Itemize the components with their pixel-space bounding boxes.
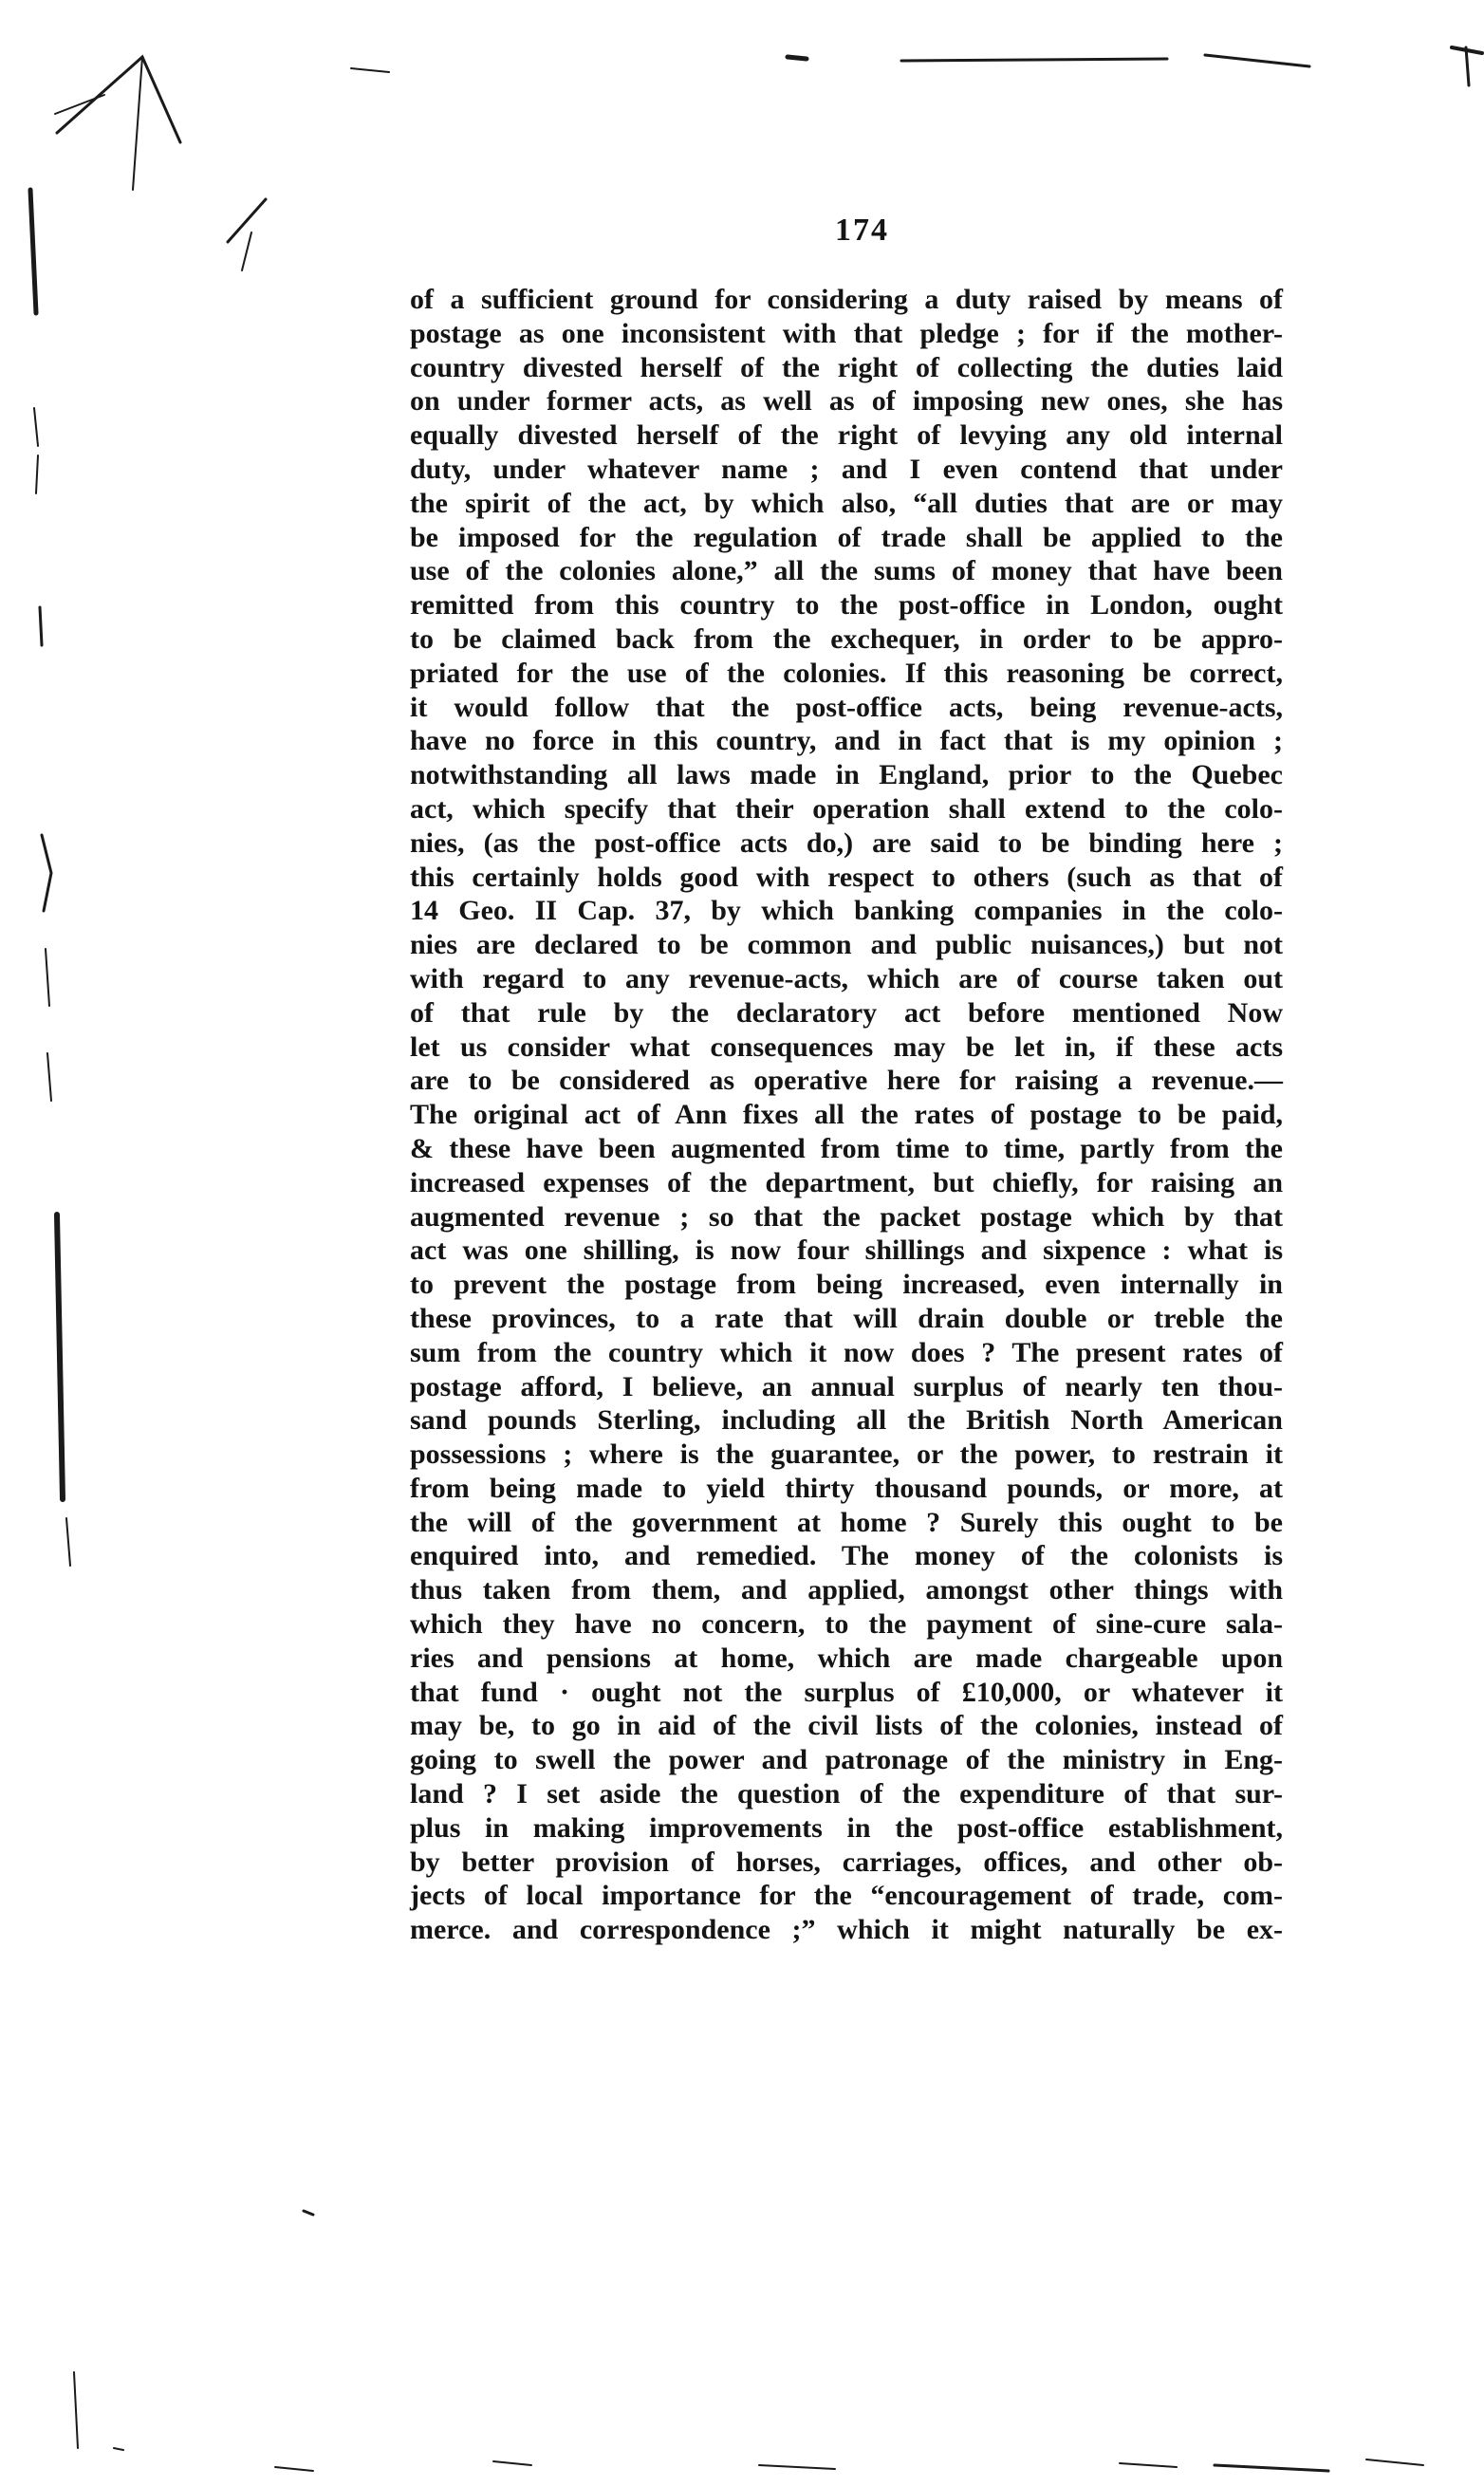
text-line: sand pounds Sterling, including all the British North American <box>410 1404 1283 1437</box>
text-line: with regard to any revenue-acts, which are of course taken out <box>410 962 1283 994</box>
text-line: merce. and correspondence ;” which it might naturally be ex- <box>410 1914 1283 1946</box>
text-line: augmented revenue ; so that the packet postage which by that <box>410 1200 1283 1233</box>
text-line: that fund · ought not the surplus of £10,000, or whatever it <box>410 1676 1283 1708</box>
text-line: it would follow that the post-office acts, being revenue-acts, <box>410 691 1283 723</box>
text-line: on under former acts, as well as of imposing new ones, she has <box>410 385 1283 418</box>
text-line: postage as one inconsistent with that pledge ; for if the mother- <box>410 317 1283 349</box>
text-line: act was one shilling, is now four shillings and sixpence : what is <box>410 1234 1283 1267</box>
text-line: sum from the country which it now does ? The present rates of <box>410 1336 1283 1368</box>
text-line: let us consider what consequences may be let in, if these acts <box>410 1030 1283 1063</box>
text-line: postage afford, I believe, an annual surplus of nearly ten thou- <box>410 1370 1283 1402</box>
text-line: nies are declared to be common and public nuisances,) but not <box>410 929 1283 961</box>
text-line: be imposed for the regulation of trade shall be applied to the <box>410 521 1283 553</box>
text-line: notwithstanding all laws made in England, prior to the Quebec <box>410 759 1283 791</box>
text-line: equally divested herself of the right of levying any old internal <box>410 419 1283 452</box>
text-line: thus taken from them, and applied, amongst other things with <box>410 1574 1283 1606</box>
text-line: enquired into, and remedied. The money of the colonists is <box>410 1540 1283 1572</box>
page-number: 174 <box>835 213 889 248</box>
text-line: possessions ; where is the guarantee, or the power, to restrain it <box>410 1438 1283 1471</box>
text-line: may be, to go in aid of the civil lists of the colonies, instead of <box>410 1710 1283 1742</box>
text-line: increased expenses of the department, but chiefly, for raising an <box>410 1166 1283 1198</box>
text-line: this certainly holds good with respect to others (such as that of <box>410 861 1283 893</box>
text-line: country divested herself of the right of collecting the duties laid <box>410 351 1283 383</box>
text-line: which they have no concern, to the payment of sine-cure sala- <box>410 1608 1283 1641</box>
text-line: going to swell the power and patronage of the ministry in Eng- <box>410 1744 1283 1776</box>
text-line: plus in making improvements in the post-office establishment, <box>410 1811 1283 1844</box>
text-line: duty, under whatever name ; and I even contend that under <box>410 453 1283 485</box>
text-line: the spirit of the act, by which also, “all duties that are or may <box>410 487 1283 519</box>
text-line: are to be considered as operative here for raising a revenue.— <box>410 1065 1283 1097</box>
text-line: by better provision of horses, carriages, offices, and other ob- <box>410 1846 1283 1878</box>
text-line: land ? I set aside the question of the expenditure of that sur- <box>410 1778 1283 1810</box>
text-line: nies, (as the post-office acts do,) are said to be binding here ; <box>410 826 1283 859</box>
text-line: the will of the government at home ? Surely this ought to be <box>410 1506 1283 1538</box>
text-line: to be claimed back from the exchequer, in order to be appro- <box>410 622 1283 655</box>
text-line: of a sufficient ground for considering a duty raised by means of <box>410 284 1283 315</box>
text-line: these provinces, to a rate that will drain double or treble the <box>410 1302 1283 1334</box>
text-line: use of the colonies alone,” all the sums of money that have been <box>410 555 1283 587</box>
text-line: priated for the use of the colonies. If this reasoning be correct, <box>410 657 1283 689</box>
text-line: The original act of Ann fixes all the rates of postage to be paid, <box>410 1099 1283 1131</box>
text-line: ries and pensions at home, which are made chargeable upon <box>410 1642 1283 1674</box>
text-line: of that rule by the declaratory act before mentioned Now <box>410 996 1283 1029</box>
text-line: & these have been augmented from time to time, partly from the <box>410 1132 1283 1164</box>
text-line: jects of local importance for the “encouragement of trade, com- <box>410 1880 1283 1912</box>
text-line: 14 Geo. II Cap. 37, by which banking companies in the colo- <box>410 895 1283 927</box>
text-line: to prevent the postage from being increased, even internally in <box>410 1269 1283 1301</box>
text-line: act, which specify that their operation shall extend to the colo- <box>410 792 1283 825</box>
text-line: have no force in this country, and in fact that is my opinion ; <box>410 725 1283 757</box>
text-line: remitted from this country to the post-office in London, ought <box>410 589 1283 622</box>
text-line: from being made to yield thirty thousand pounds, or more, at <box>410 1472 1283 1504</box>
body-text <box>410 283 1283 1947</box>
